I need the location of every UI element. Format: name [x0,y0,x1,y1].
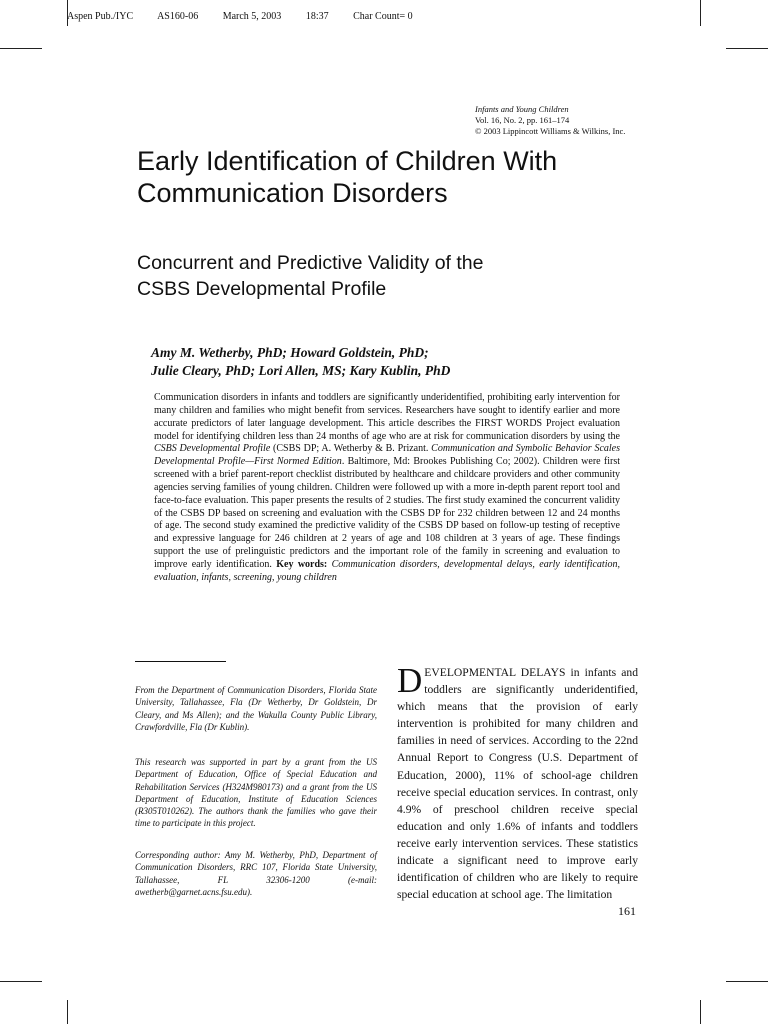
footnote-correspondence: Corresponding author: Amy M. Wetherby, PhD, Department of Communication Disorders, RRC 107, Florida State University, Tallahassee, FL 32306-1200 (e-mail: awetherb@garnet.acns.fsu.edu). [135,850,377,897]
slug-time: 18:37 [305,11,329,22]
journal-name: Infants and Young Children [475,104,569,114]
crop-mark [0,48,42,49]
journal-copyright: © 2003 Lippincott Williams & Wilkins, Inc. [475,126,626,136]
slug-date: March 5, 2003 [222,11,282,22]
abstract-italic: CSBS Developmental Profile [154,443,271,455]
author-line: Amy M. Wetherby, PhD; Howard Goldstein, PhD; [151,345,429,360]
crop-mark [726,48,768,49]
author-line: Julie Cleary, PhD; Lori Allen, MS; Kary Kublin, PhD [151,363,451,378]
crop-mark [0,981,42,982]
abstract [154,392,620,585]
author-list [151,344,571,380]
crop-mark [67,1000,68,1024]
journal-volume: Vol. 16, No. 2, pp. 161–174 [475,115,570,125]
body-text [397,661,638,903]
footnote-affiliation: From the Department of Communication Disorders, Florida State University, Tallahassee, Fla (Dr Wetherby, Dr Goldstein, Dr Cleary, and Ms Allen); and the Wakulla County Public Library, Crawfordville, Fla (Dr Kublin). [135,685,377,732]
slug-publisher: Aspen Pub./IYC [67,11,134,22]
keywords: Communication disorders, developmental delays, early identification, evaluation, infants, screening, young children [154,558,620,583]
body-paragraph: in infants and toddlers are significantly underidentified, which means that the provision of early intervention is prohibited for many children and families in need of services. According to the 22nd Annual Report to Congress (U.S. Department of Education, 2000), 11% of school-age children receive special education services. In contrast, only 4.9% of preschool children receive special education and only 1.6% of infants and toddlers receive early intervention services. These statistics indicate a significant need to improve early identification of children who are likely to require special education at school age. The limitation [397,666,638,902]
footnote-rule [135,661,226,662]
slug-char-count: Char Count= 0 [353,11,413,22]
drop-cap: D [397,661,423,700]
abstract-text: (CSBS DP; A. Wetherby & B. Prizant. [270,443,432,455]
journal-reference [475,104,655,137]
article-title: Early Identification of Children With Communication Disorders [137,146,558,208]
crop-mark [700,1000,701,1024]
abstract-text: . Baltimore, Md: Brookes Publishing Co; 2002). Children were first screened with a brief parent-report checklist distributed by healthcare and childcare providers and other community agencies serving families of young children. Children were followed up with a more in-depth parent report tool and face-to-face evaluation. This paper presents the results of 2 studies. The first study examined the concurrent validity of the CSBS DP based on screening and evaluation with the CSBS DP for 232 children between 12 and 24 months of age. The second study examined the predictive validity of the CSBS DP based on follow-up testing of receptive and expressive language for 246 children at 2 years of age and 108 children at 3 years of age. These findings support the use of prelinguistic predictors and the important role of the family in screening and evaluation to improve early identification. [154,456,620,570]
footnote-support: This research was supported in part by a grant from the US Department of Education, Office of Special Education and Rehabilitation Services (H324M980173) and a grant from the US Department of Education, Institute of Education Sciences (R305T010262). The authors thank the families who gave their time to participate in this project. [135,757,377,829]
page-number: 161 [618,904,636,918]
abstract-italic: Communication and Symbolic Behavior Scales Developmental Profile—First Normed Edition [154,443,620,468]
lead-in: EVELOPMENTAL DELAYS [424,666,566,679]
crop-mark [726,981,768,982]
keywords-label: Key words: [276,558,328,570]
print-slug [67,11,435,22]
abstract-text: Communication disorders in infants and toddlers are significantly underidentified, prohibiting early intervention for many children and families who might benefit from services. Researchers have sought to identify earlier and more accurate predictors of later language development. This article describes the FIRST WORDS Project evaluation model for identifying children less than 24 months of age who are at risk for communication disorders by using the [154,392,620,442]
crop-mark [700,0,701,26]
article-subtitle: Concurrent and Predictive Validity of the CSBS Developmental Profile [137,252,484,300]
slug-code: AS160-06 [157,11,199,22]
